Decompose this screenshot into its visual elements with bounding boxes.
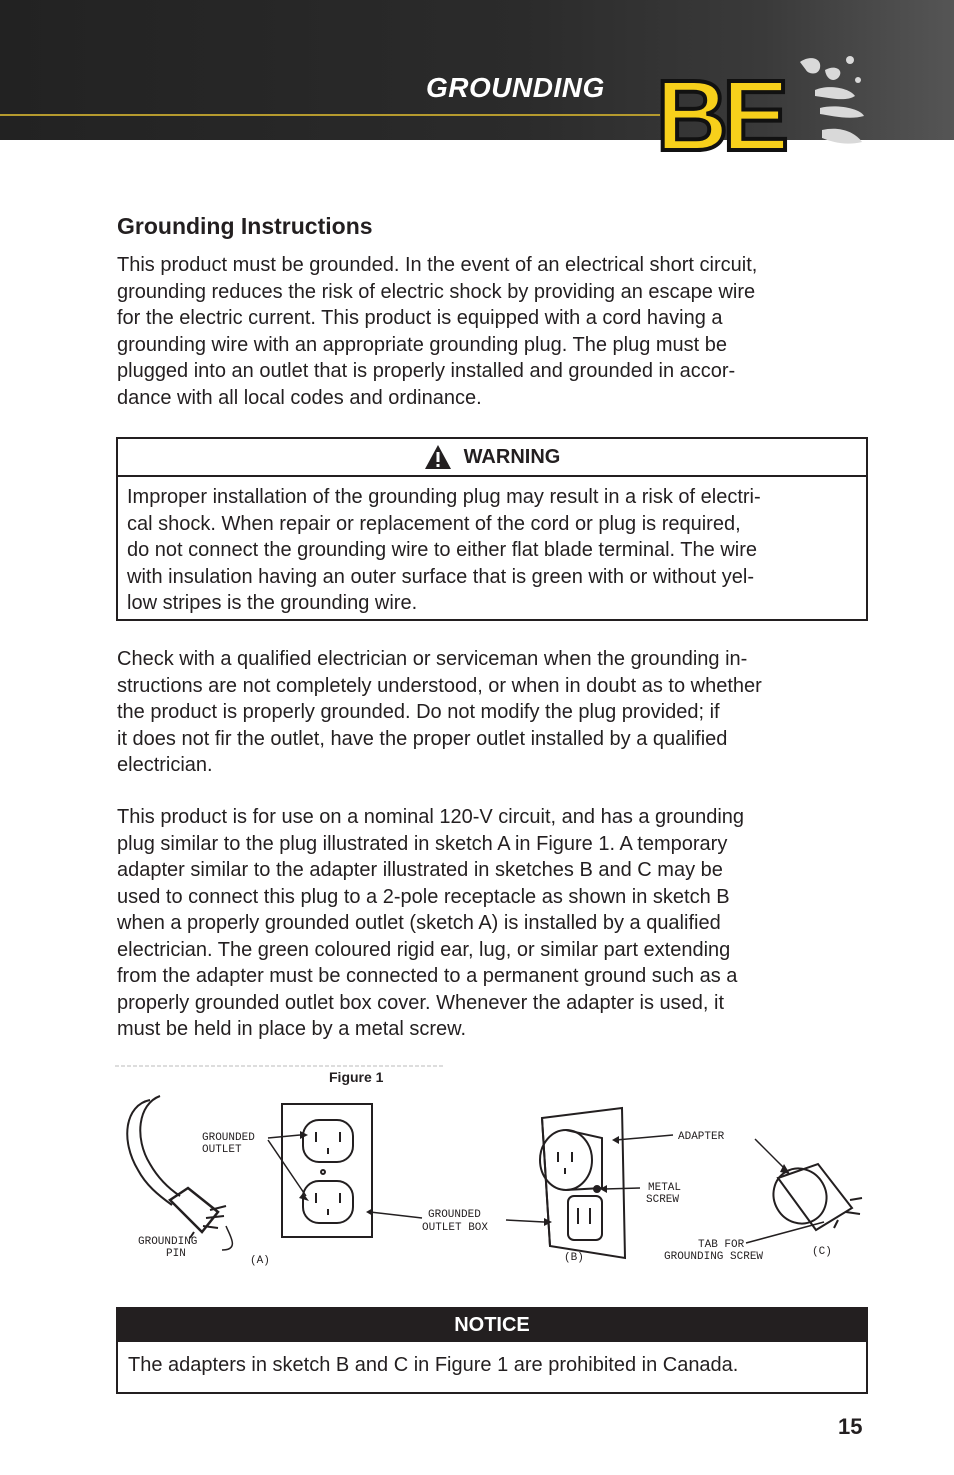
- usage-line: must be held in place by a metal screw.: [117, 1018, 467, 1040]
- check-line: Check with a qualified electrician or serviceman when the grounding in-: [117, 648, 748, 670]
- usage-line: properly grounded outlet box cover. Whenever the adapter is used, it: [117, 991, 725, 1014]
- header-accent-line: [0, 114, 660, 116]
- label-metal-screw: SCREW: [646, 1194, 680, 1206]
- adapter-sketch: [763, 1159, 862, 1233]
- label-adapter: ADAPTER: [678, 1131, 725, 1143]
- warning-label: WARNING: [463, 445, 561, 468]
- warning-box: [116, 437, 868, 621]
- warning-line: do not connect the grounding wire to either flat blade terminal. The wire: [127, 539, 757, 561]
- usage-line: from the adapter must be connected to a permanent ground such as a: [117, 965, 738, 987]
- logo-letters: BE: [656, 60, 783, 160]
- usage-line: adapter similar to the adapter illustrated in sketches B and C may be: [117, 859, 723, 881]
- label-tab: GROUNDING SCREW: [664, 1251, 764, 1263]
- check-line: electrician.: [117, 754, 213, 776]
- figure-1-diagram: [110, 1060, 870, 1275]
- grounding-plug-sketch: [127, 1096, 226, 1238]
- warning-body: [118, 477, 866, 617]
- warning-header: [118, 439, 866, 477]
- usage-line: This product is for use on a nominal 120-V circuit, and has a grounding: [117, 806, 745, 828]
- figure-leader-lines: [222, 1135, 824, 1250]
- warning-line: low stripes is the grounding wire.: [127, 592, 418, 614]
- intro-paragraph: [117, 252, 867, 411]
- label-grounding-pin: GROUNDING: [138, 1236, 198, 1248]
- check-paragraph: [117, 646, 867, 779]
- label-sketch-b: (B): [564, 1252, 584, 1264]
- intro-line: dance with all local codes and ordinance.: [117, 386, 482, 409]
- be-logo: [650, 50, 870, 160]
- usage-line: plug similar to the plug illustrated in sketch A in Figure 1. A temporary: [117, 832, 728, 855]
- label-grounded-outlet-box: GROUNDED: [428, 1209, 481, 1221]
- usage-line: electrician. The green coloured rigid ear, lug, or similar part extending: [117, 938, 731, 961]
- notice-box: [116, 1307, 868, 1394]
- adapter-in-outlet-sketch: [540, 1108, 625, 1258]
- warning-line: cal shock. When repair or replacement of the cord or plug is required,: [127, 512, 741, 535]
- intro-line: plugged into an outlet that is properly installed and grounded in accor-: [117, 360, 736, 382]
- intro-line: grounding reduces the risk of electric shock by providing an escape wire: [117, 280, 756, 303]
- label-tab: TAB FOR: [698, 1239, 745, 1251]
- notice-label: NOTICE: [118, 1309, 866, 1342]
- intro-line: for the electric current. This product is equipped with a cord having a: [117, 307, 723, 329]
- label-grounded-outlet-box: OUTLET BOX: [422, 1222, 489, 1234]
- label-sketch-c: (C): [812, 1246, 832, 1258]
- warning-line: with insulation having an outer surface that is green with or without yel-: [127, 565, 755, 588]
- figure-title: Figure 1: [329, 1069, 384, 1085]
- usage-line: used to connect this plug to a 2-pole receptacle as shown in sketch B: [117, 885, 730, 908]
- check-line: structions are not completely understood, or when in doubt as to whether: [117, 674, 762, 697]
- intro-line: This product must be grounded. In the event of an electrical short circuit,: [117, 254, 758, 276]
- section-heading: Grounding Instructions: [117, 213, 373, 239]
- page-title: GROUNDING: [426, 72, 605, 103]
- label-grounded-outlet: OUTLET: [202, 1144, 242, 1156]
- label-sketch-a: (A): [250, 1255, 270, 1267]
- warning-triangle-icon: [424, 444, 452, 470]
- notice-text: The adapters in sketch B and C in Figure 1 are prohibited in Canada.: [128, 1354, 739, 1376]
- label-grounding-pin: PIN: [166, 1248, 186, 1260]
- page-number: 15: [838, 1414, 863, 1439]
- warning-line: Improper installation of the grounding plug may result in a risk of electri-: [127, 486, 761, 508]
- usage-paragraph: [117, 804, 867, 1043]
- logo-splatter: [800, 56, 864, 144]
- label-grounded-outlet: GROUNDED: [202, 1132, 255, 1144]
- grounded-outlet-sketch: [282, 1104, 372, 1237]
- check-line: it does not fir the outlet, have the proper outlet installed by a qualified: [117, 727, 728, 750]
- usage-line: when a properly grounded outlet (sketch A) is installed by a qualified: [117, 912, 721, 934]
- check-line: the product is properly grounded. Do not modify the plug provided; if: [117, 701, 720, 723]
- label-metal-screw: METAL: [648, 1182, 682, 1194]
- intro-line: grounding wire with an appropriate grounding plug. The plug must be: [117, 333, 728, 356]
